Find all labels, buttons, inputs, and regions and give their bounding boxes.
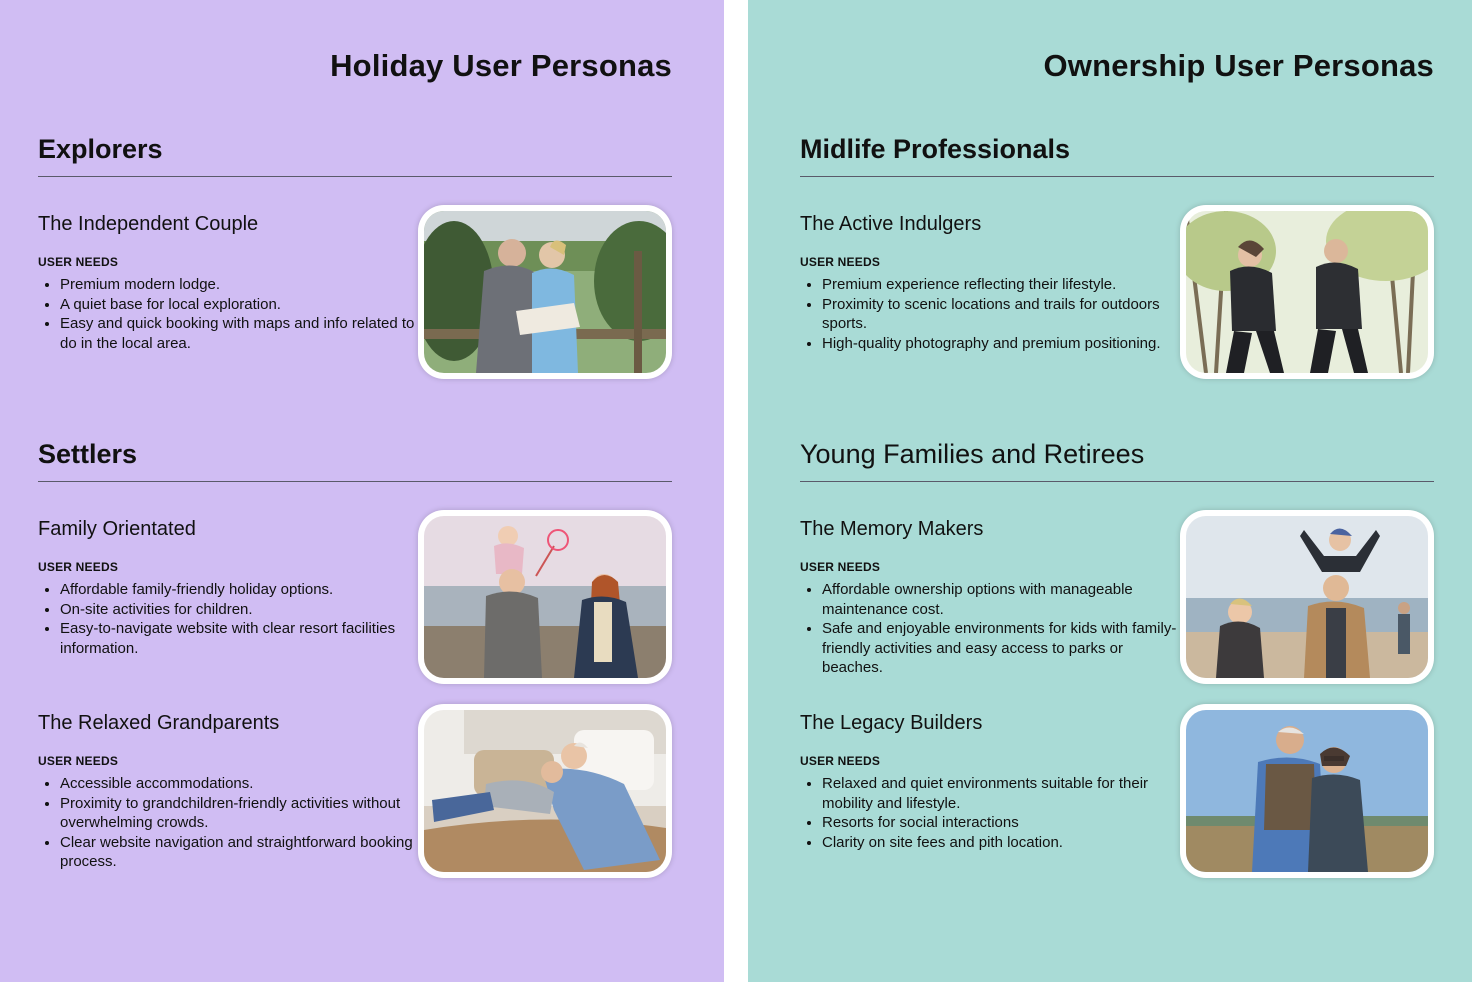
persona-card: [800, 205, 1434, 381]
list-item: • Relaxed and quiet environments suitable for their mobility and lifestyle.: [822, 774, 1182, 813]
couple-reading-map-photo: [418, 205, 672, 379]
holiday-personas-panel: [0, 0, 724, 982]
panel-title: Ownership User Personas: [1043, 48, 1434, 83]
section-explorers: [38, 132, 672, 177]
persona-card: [800, 704, 1434, 880]
persona-name: The Relaxed Grandparents: [38, 712, 280, 734]
user-needs-list: [800, 580, 1182, 678]
persona-card: [38, 704, 672, 880]
persona-card: [800, 510, 1434, 686]
family-on-beach-photo: [418, 510, 672, 684]
user-needs-list: [38, 774, 420, 872]
section-midlife-professionals: [800, 132, 1434, 177]
persona-name: The Independent Couple: [38, 213, 259, 235]
user-needs-label: USER NEEDS: [38, 754, 119, 768]
section-title: Explorers: [38, 132, 672, 177]
persona-card: [38, 510, 672, 686]
list-item: • Affordable ownership options with manageable maintenance cost.: [822, 580, 1182, 619]
couple-resting-on-bed-photo: [418, 704, 672, 878]
user-needs-label: USER NEEDS: [800, 754, 881, 768]
list-item: • Clear website navigation and straightforward booking process.: [60, 833, 420, 872]
panel-title: Holiday User Personas: [330, 48, 672, 83]
list-item: • Easy-to-navigate website with clear resort facilities information.: [60, 619, 420, 658]
section-young-families-and-retirees: [800, 437, 1434, 482]
list-item: • A quiet base for local exploration.: [60, 295, 420, 315]
list-item: • On-site activities for children.: [60, 600, 420, 620]
list-item: • Affordable family-friendly holiday options.: [60, 580, 420, 600]
user-needs-label: USER NEEDS: [38, 255, 119, 269]
list-item: • Proximity to grandchildren-friendly activities without overwhelming crowds.: [60, 794, 420, 833]
couple-jogging-photo: [1180, 205, 1434, 379]
list-item: • Premium experience reflecting their lifestyle.: [822, 275, 1182, 295]
section-title: Midlife Professionals: [800, 132, 1434, 177]
user-needs-list: [38, 275, 420, 353]
user-needs-list: [38, 580, 420, 658]
section-title: Young Families and Retirees: [800, 437, 1434, 482]
list-item: • High-quality photography and premium positioning.: [822, 334, 1182, 354]
ownership-personas-panel: [748, 0, 1472, 982]
persona-name: The Memory Makers: [800, 518, 984, 540]
list-item: • Accessible accommodations.: [60, 774, 420, 794]
persona-name: Family Orientated: [38, 518, 196, 540]
list-item: • Resorts for social interactions: [822, 813, 1182, 833]
persona-card: [38, 205, 672, 381]
section-settlers: [38, 437, 672, 482]
persona-name: The Legacy Builders: [800, 712, 983, 734]
user-needs-list: [800, 275, 1182, 353]
user-needs-label: USER NEEDS: [800, 255, 881, 269]
list-item: • Easy and quick booking with maps and info related to do in the local area.: [60, 314, 420, 353]
user-needs-label: USER NEEDS: [800, 560, 881, 574]
section-title: Settlers: [38, 437, 672, 482]
user-needs-list: [800, 774, 1182, 852]
persona-name: The Active Indulgers: [800, 213, 982, 235]
list-item: • Clarity on site fees and pith location.: [822, 833, 1182, 853]
list-item: • Proximity to scenic locations and trails for outdoors sports.: [822, 295, 1182, 334]
user-needs-label: USER NEEDS: [38, 560, 119, 574]
list-item: • Premium modern lodge.: [60, 275, 420, 295]
family-on-beach-shoulders-photo: [1180, 510, 1434, 684]
senior-couple-outdoors-photo: [1180, 704, 1434, 878]
list-item: • Safe and enjoyable environments for kids with family-friendly activities and easy access to parks or beaches.: [822, 619, 1182, 678]
